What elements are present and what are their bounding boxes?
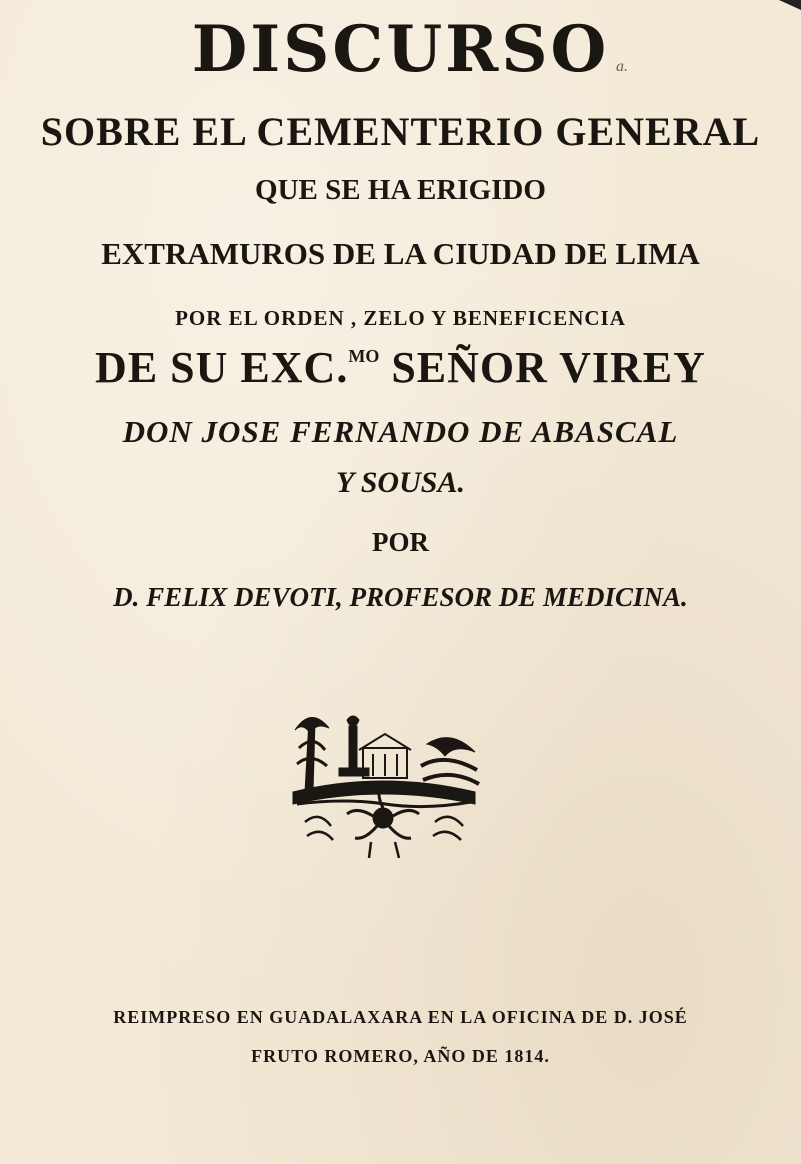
printers-ornament-icon (285, 700, 481, 860)
subtitle-line-1: SOBRE EL CEMENTERIO GENERAL (40, 109, 761, 154)
subtitle-line-3: EXTRAMUROS DE LA CIUDAD DE LIMA (101, 236, 700, 271)
dedication-line (0, 342, 801, 393)
handwritten-note: a. (616, 58, 628, 75)
corner-ink-mark (779, 0, 801, 10)
name-line-1: DON JOSE FERNANDO DE ABASCAL (122, 414, 679, 449)
document-title: DISCURSO (191, 12, 610, 87)
dedication-prefix: DE SU EXC. (95, 343, 349, 392)
imprint-line-1: REIMPRESO EN GUADALAXARA EN LA OFICINA DE D. JOSÉ (113, 1007, 688, 1027)
dedication-suffix: SEÑOR VIREY (379, 343, 706, 392)
author-line: D. FELIX DEVOTI, PROFESOR DE MEDICINA. (113, 582, 688, 612)
imprint-line-2: FRUTO ROMERO, AÑO DE 1814. (251, 1046, 550, 1066)
name-line-2: Y SOUSA. (336, 466, 465, 499)
subtitle-line-2: QUE SE HA ERIGIDO (255, 174, 546, 206)
dedication-superscript: MO (348, 346, 380, 366)
subtitle-line-4: POR EL ORDEN , ZELO Y BENEFICENCIA (175, 306, 626, 330)
by-line: POR (372, 527, 429, 557)
